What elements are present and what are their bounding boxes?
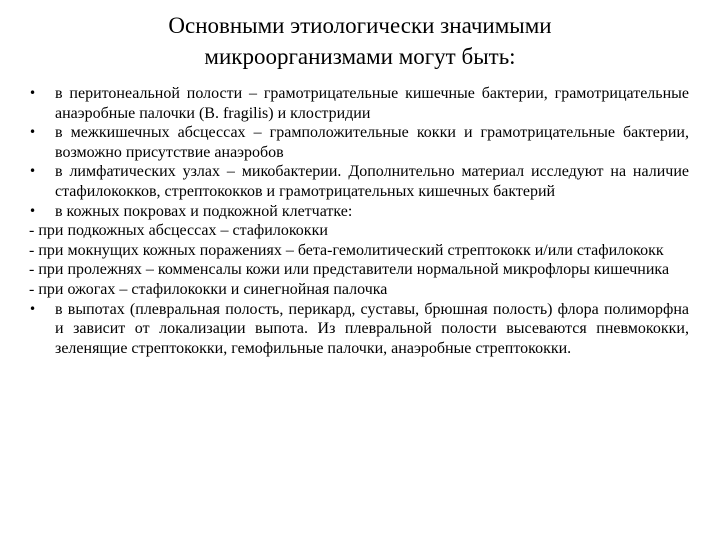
list-item-peritoneal bbox=[29, 84, 689, 123]
sub-item-burns bbox=[29, 280, 689, 300]
list-item-effusions bbox=[29, 300, 689, 359]
list-item-lymph-nodes bbox=[29, 162, 689, 201]
bullet-icon: • bbox=[29, 86, 37, 100]
list-item-text: в выпотах (плевральная полость, перикард, суставы, брюшная полость) флора полиморфна и зависит от локализации выпота. Из плевральной полости высеваются пневмококки, зеленящие стрептококки, гемофильные палочки, анаэробные стрептококки. bbox=[55, 300, 689, 357]
sub-item-bedsores bbox=[29, 260, 689, 280]
sub-item-text: - при подкожных абсцессах – стафилококки bbox=[29, 222, 328, 240]
bullet-icon: • bbox=[29, 203, 37, 218]
slide-title bbox=[40, 10, 680, 72]
list-item-text: в кожных покровах и подкожной клетчатке: bbox=[55, 202, 353, 220]
list-item-interintestinal bbox=[29, 123, 689, 162]
slide-title-line-1: Основными этиологически значимыми bbox=[168, 13, 552, 38]
bullet-icon: • bbox=[29, 125, 37, 140]
list-item-text: в перитонеальной полости – грамотрицательные кишечные бактерии, грамотрицательные анаэробные палочки (B. fragilis) и клостридии bbox=[55, 85, 689, 122]
sub-item-weeping-lesions bbox=[29, 241, 689, 261]
bullet-icon: • bbox=[29, 164, 37, 179]
sub-item-text: - при ожогах – стафилококки и синегнойная палочка bbox=[29, 280, 388, 298]
slide-title-line-2: микроорганизмами могут быть: bbox=[204, 44, 516, 69]
slide-content bbox=[29, 84, 689, 358]
list-item-text: в лимфатических узлах – микобактерии. Дополнительно материал исследуют на наличие стафилококков, стрептококков и грамотрицательных кишечных бактерий bbox=[55, 163, 689, 200]
bullet-icon: • bbox=[29, 301, 37, 316]
list-item-skin bbox=[29, 202, 689, 222]
sub-item-text: - при мокнущих кожных поражениях – бета-гемолитический стрептококк и/или стафилококк bbox=[29, 241, 664, 259]
sub-item-abscess bbox=[29, 221, 689, 241]
list-item-text: в межкишечных абсцессах – грамположительные кокки и грамотрицательные бактерии, возможно присутствие анаэробов bbox=[55, 124, 689, 161]
sub-item-text: - при пролежнях – комменсалы кожи или представители нормальной микрофлоры кишечника bbox=[29, 261, 670, 279]
